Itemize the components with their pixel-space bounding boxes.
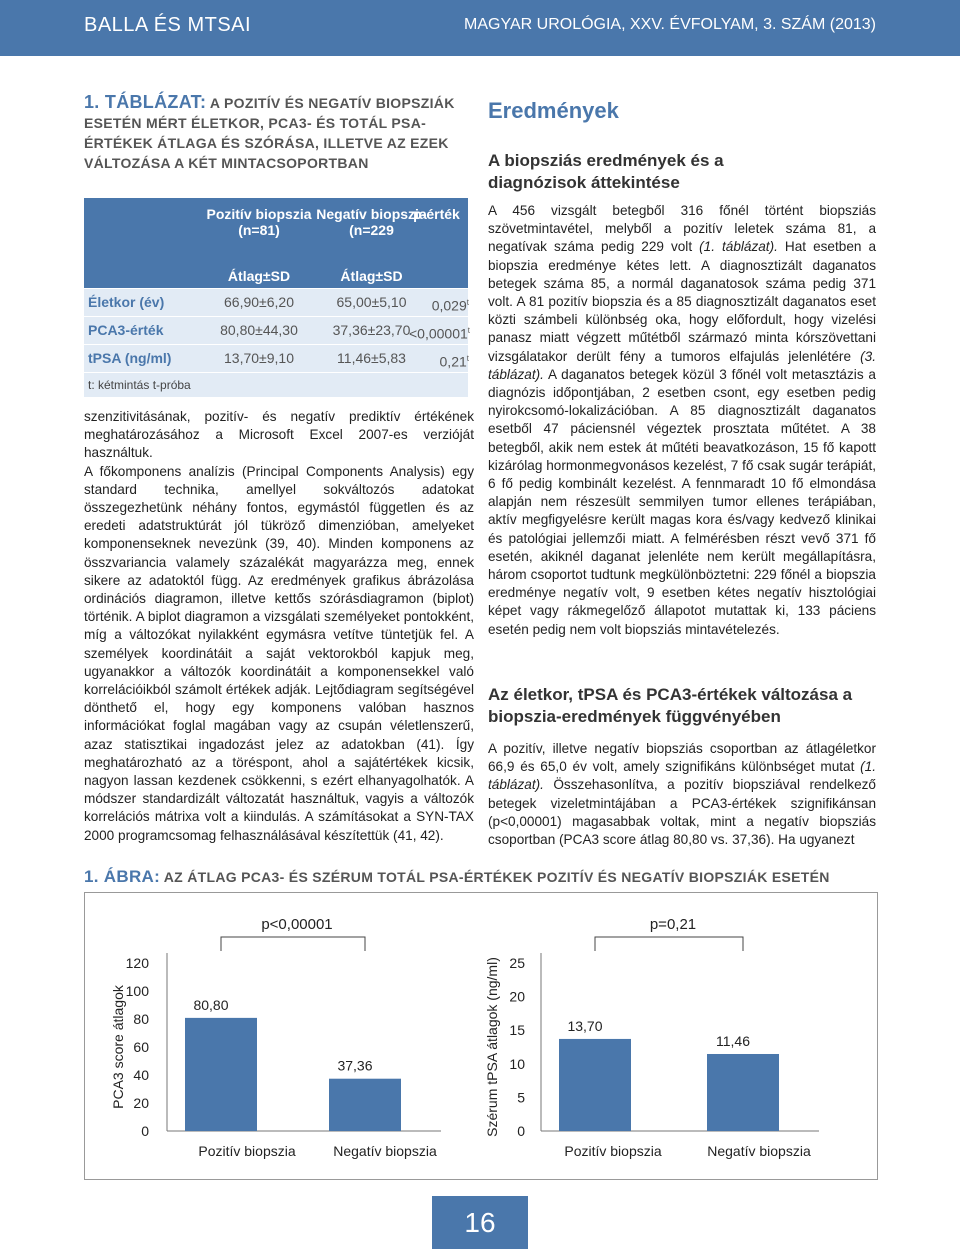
row-positive: 66,90±6,20 (224, 294, 294, 310)
bar-value-label: 13,70 (567, 1017, 603, 1034)
table-footnote: t: kétmintás t-próba (84, 372, 468, 397)
results-table (84, 198, 471, 397)
table-caption (84, 92, 474, 173)
subheading-age-tpsa-pca3: Az életkor, tPSA és PCA3-értékek változása a biopszia-eredmények függvényében (488, 685, 853, 726)
bar-value-label: 80,80 (193, 996, 229, 1013)
y-axis-label: PCA3 score átlagok (110, 985, 126, 1109)
significance-label: p<0,00001 (261, 916, 333, 933)
row-p: 0,029$^t$ (431, 297, 469, 314)
table-row (84, 288, 468, 316)
col-negative-sd: Átlag±SD (340, 268, 403, 284)
figure-caption (84, 867, 830, 887)
col-p-value: p-érték (413, 206, 460, 222)
y-tick-label: 60 (133, 1039, 149, 1055)
page-number: 16 (432, 1196, 528, 1249)
header-journal: MAGYAR UROLÓGIA, XXV. ÉVFOLYAM, 3. SZÁM (2013) (464, 16, 876, 33)
y-tick-label: 40 (133, 1067, 149, 1083)
y-tick-label: 0 (141, 1123, 149, 1139)
significance-label: p=0,21 (649, 916, 697, 933)
table-row (84, 344, 468, 372)
x-category-label: Negatív biopszia (333, 1143, 437, 1159)
row-positive: 13,70±9,10 (224, 350, 294, 366)
row-label: PCA3-érték (88, 322, 164, 338)
y-tick-label: 15 (509, 1022, 525, 1039)
row-label: Életkor (év) (88, 294, 165, 310)
y-tick-label: 100 (125, 983, 149, 999)
bar-value-label: 37,36 (337, 1057, 373, 1074)
figure-caption-number: 1. ÁBRA: (84, 867, 161, 886)
bar-value-label: 11,46 (716, 1032, 750, 1049)
bar (329, 1079, 401, 1131)
figure-box (84, 892, 878, 1180)
row-label: tPSA (ng/ml) (88, 350, 172, 366)
row-p: 0,21$^t$ (439, 353, 469, 370)
section-heading-results: Eredmények (488, 98, 619, 123)
table-header (84, 198, 468, 288)
y-tick-label: 80 (133, 1011, 149, 1027)
row-positive: 80,80±44,30 (220, 322, 298, 338)
y-tick-label: 20 (509, 988, 525, 1005)
row-negative: 65,00±5,10 (336, 294, 407, 310)
table-caption-number: 1. TÁBLÁZAT: (84, 92, 207, 112)
col-positive: Pozitív biopszia (n=81) (206, 206, 312, 238)
paragraph: A főkomponens analízis (Principal Components Analysis) egy standard technika, amellyel sokváltozós adatokat összegezhetünk néhány fontos, egymástól független és az eredeti adatstruktúrát jól tükröző dimenzióban, amelyeket komponenseknek nevezünk (39, 40). Minden komponens az összvariancia valamely százalékát magyarázza meg, ennek sikere az adatoktól függ. Az eredmények grafikus ábrázolása ordinációs diagramon, illetve kettős szórásdiagramon (biplot) történik. A biplot diagramon a vizsgálati személyeket pontokként, míg a változókat nyilakként egymásra vetítve tüntetjük fel. A személyek koordinátáit a saját vektorokból kapjuk meg, ugyanakkor a változók koordinátáit a komponensekkel való korrelációikból számolt értékek adják. Lejtődiagram segítségével dönthető el, hogy egy komponens valóban hasznos információkat foglal magában vagy az csupán véletlenszerű, azaz statisztikai ingadozást jelez az adatokban (41). Így meghatározható az a töréspont, ahol a sajátértékek kicsik, nagyon lassan kezdenek csökkenni, s ezért elhanyagolhatók. A módszer standardizált változatát használtuk, vagyis a változók korrelációs mátrixa volt a kiindulás. A számításokat a SYN-TAX 2000 programcsomag felhasználásával készítettük (41, 42). (84, 463, 474, 843)
bar (185, 1018, 257, 1131)
table-caption-text: A POZITÍV ÉS NEGATÍV BIOPSZIÁK ESETÉN MÉRT ÉLETKOR, PCA3- ÉS TOTÁL PSA-ÉRTÉKEK ÁTLAGA ÉS SZÓRÁSA, ILLETVE AZ EZEK VÁLTOZÁSA A KÉT MINTACSOPORTBAN (84, 95, 455, 171)
x-category-label: Negatív biopszia (707, 1143, 811, 1159)
table-row (84, 316, 471, 344)
col-negative: Negatív biopszia (n=229 (316, 206, 427, 238)
bar (707, 1054, 779, 1131)
col-positive-sd: Átlag±SD (227, 268, 291, 284)
y-tick-label: 10 (509, 1055, 525, 1072)
right-paragraph-1: A 456 vizsgált betegből 316 főnél történt biopsziás szövetmintavétel, melyből a pozitív leletek száma 81, a negatívak száma pedig 229 volt (1. táblázat). Hat esetben a biopszia eredménye kétes lett. A diagnosztizált daganatos betegek száma 85, a normál daganatosok száma pedig 371 volt. A 81 pozitív biopszia és a 85 diagnosztizált daganatos eset közti számbeli különbség oka, hogy előfordult, hogy vizelési panasz miatt végzett műtétből származó minta kórszövettani vizsgálatakor derült fény a tumoros elfajulás jelenlétére (3. táblázat). A daganatos betegek közül 3 főnél volt metasztázis a diagnózis időpontjában, 2 esetben csont, egy esetben pedig nyirokcsomó-lokalizációban. A 85 diagnosztizált daganatos esetből 47 páciensnél végeztek prosztata műtétet. A 38 betegből, akik nem estek át műtéti beavatkozáson, 15 fő kapott kizárólag hormonmegvonásos kezelést, 7 fő csak sugár terápiát, 6 fő pedig kombinált kezelést. A fennmaradt 10 fő elmondása alapján nem részesült semmilyen tumor ellenes terápiában, aktív megfigyelésre került magas kora és/vagy kedvező klinikai és patológiai jellemzői miatt. A felmérésben részt vevő 371 fő esetén, akiknél daganat jelenléte nem került megállapításra, három csoportot tudtunk megkülönböztetni: 229 főnél a biopszia eredménye negatív volt, 9 esetben kétes negatív hisztológiai képet vagy rákmegelőző állapotot mutattak ki, 133 páciens esetén pedig nem volt biopsziás mintavételezés. (488, 203, 877, 637)
paragraph: szenzitivitásának, pozitív- és negatív prediktív értékének meghatározásához a Microsoft Excel 2007-es verzióját használtuk. (84, 409, 474, 461)
significance-bracket (221, 937, 365, 951)
bar (559, 1039, 631, 1131)
y-axis-label: Szérum tPSA átlagok (ng/ml) (484, 957, 500, 1137)
row-p: $<0,00001^t$ (409, 325, 471, 342)
y-tick-label: 25 (509, 955, 525, 971)
left-column-text (84, 408, 474, 845)
row-negative: 37,36±23,70 (332, 322, 411, 338)
x-category-label: Pozitív biopszia (198, 1143, 296, 1159)
y-tick-label: 20 (133, 1095, 149, 1111)
significance-bracket (595, 937, 743, 951)
subheading-biopsy-results: A biopsziás eredmények és a diagnózisok áttekintése (488, 151, 724, 192)
y-tick-label: 0 (517, 1123, 525, 1139)
page-header (0, 0, 960, 56)
y-tick-label: 120 (125, 955, 149, 971)
y-tick-label: 5 (517, 1089, 525, 1106)
right-paragraph-2: A pozitív, illetve negatív biopsziás csoportban az átlagéletkor 66,9 és 65,0 év volt, amely szignifikáns különbséget mutat (1. táblázat). Összehasonlítva, a pozitív biopsziával rendelkező betegek vizeletmintájában a PCA3-értékek szignifikánsan (p<0,00001) magasabbak voltak, mint a negatív biopsziás csoportban (PCA3 score átlag 80,80 vs. 37,36). Ha ugyanezt (488, 741, 876, 848)
figure-charts (85, 893, 877, 1179)
header-authors: BALLA ÉS MTSAI (84, 14, 252, 36)
x-category-label: Pozitív biopszia (564, 1143, 662, 1159)
row-negative: 11,46±5,83 (337, 350, 406, 366)
figure-caption-text: AZ ÁTLAG PCA3- ÉS SZÉRUM TOTÁL PSA-ÉRTÉKEK POZITÍV ÉS NEGATÍV BIOPSZIÁK ESETÉN (160, 869, 830, 885)
